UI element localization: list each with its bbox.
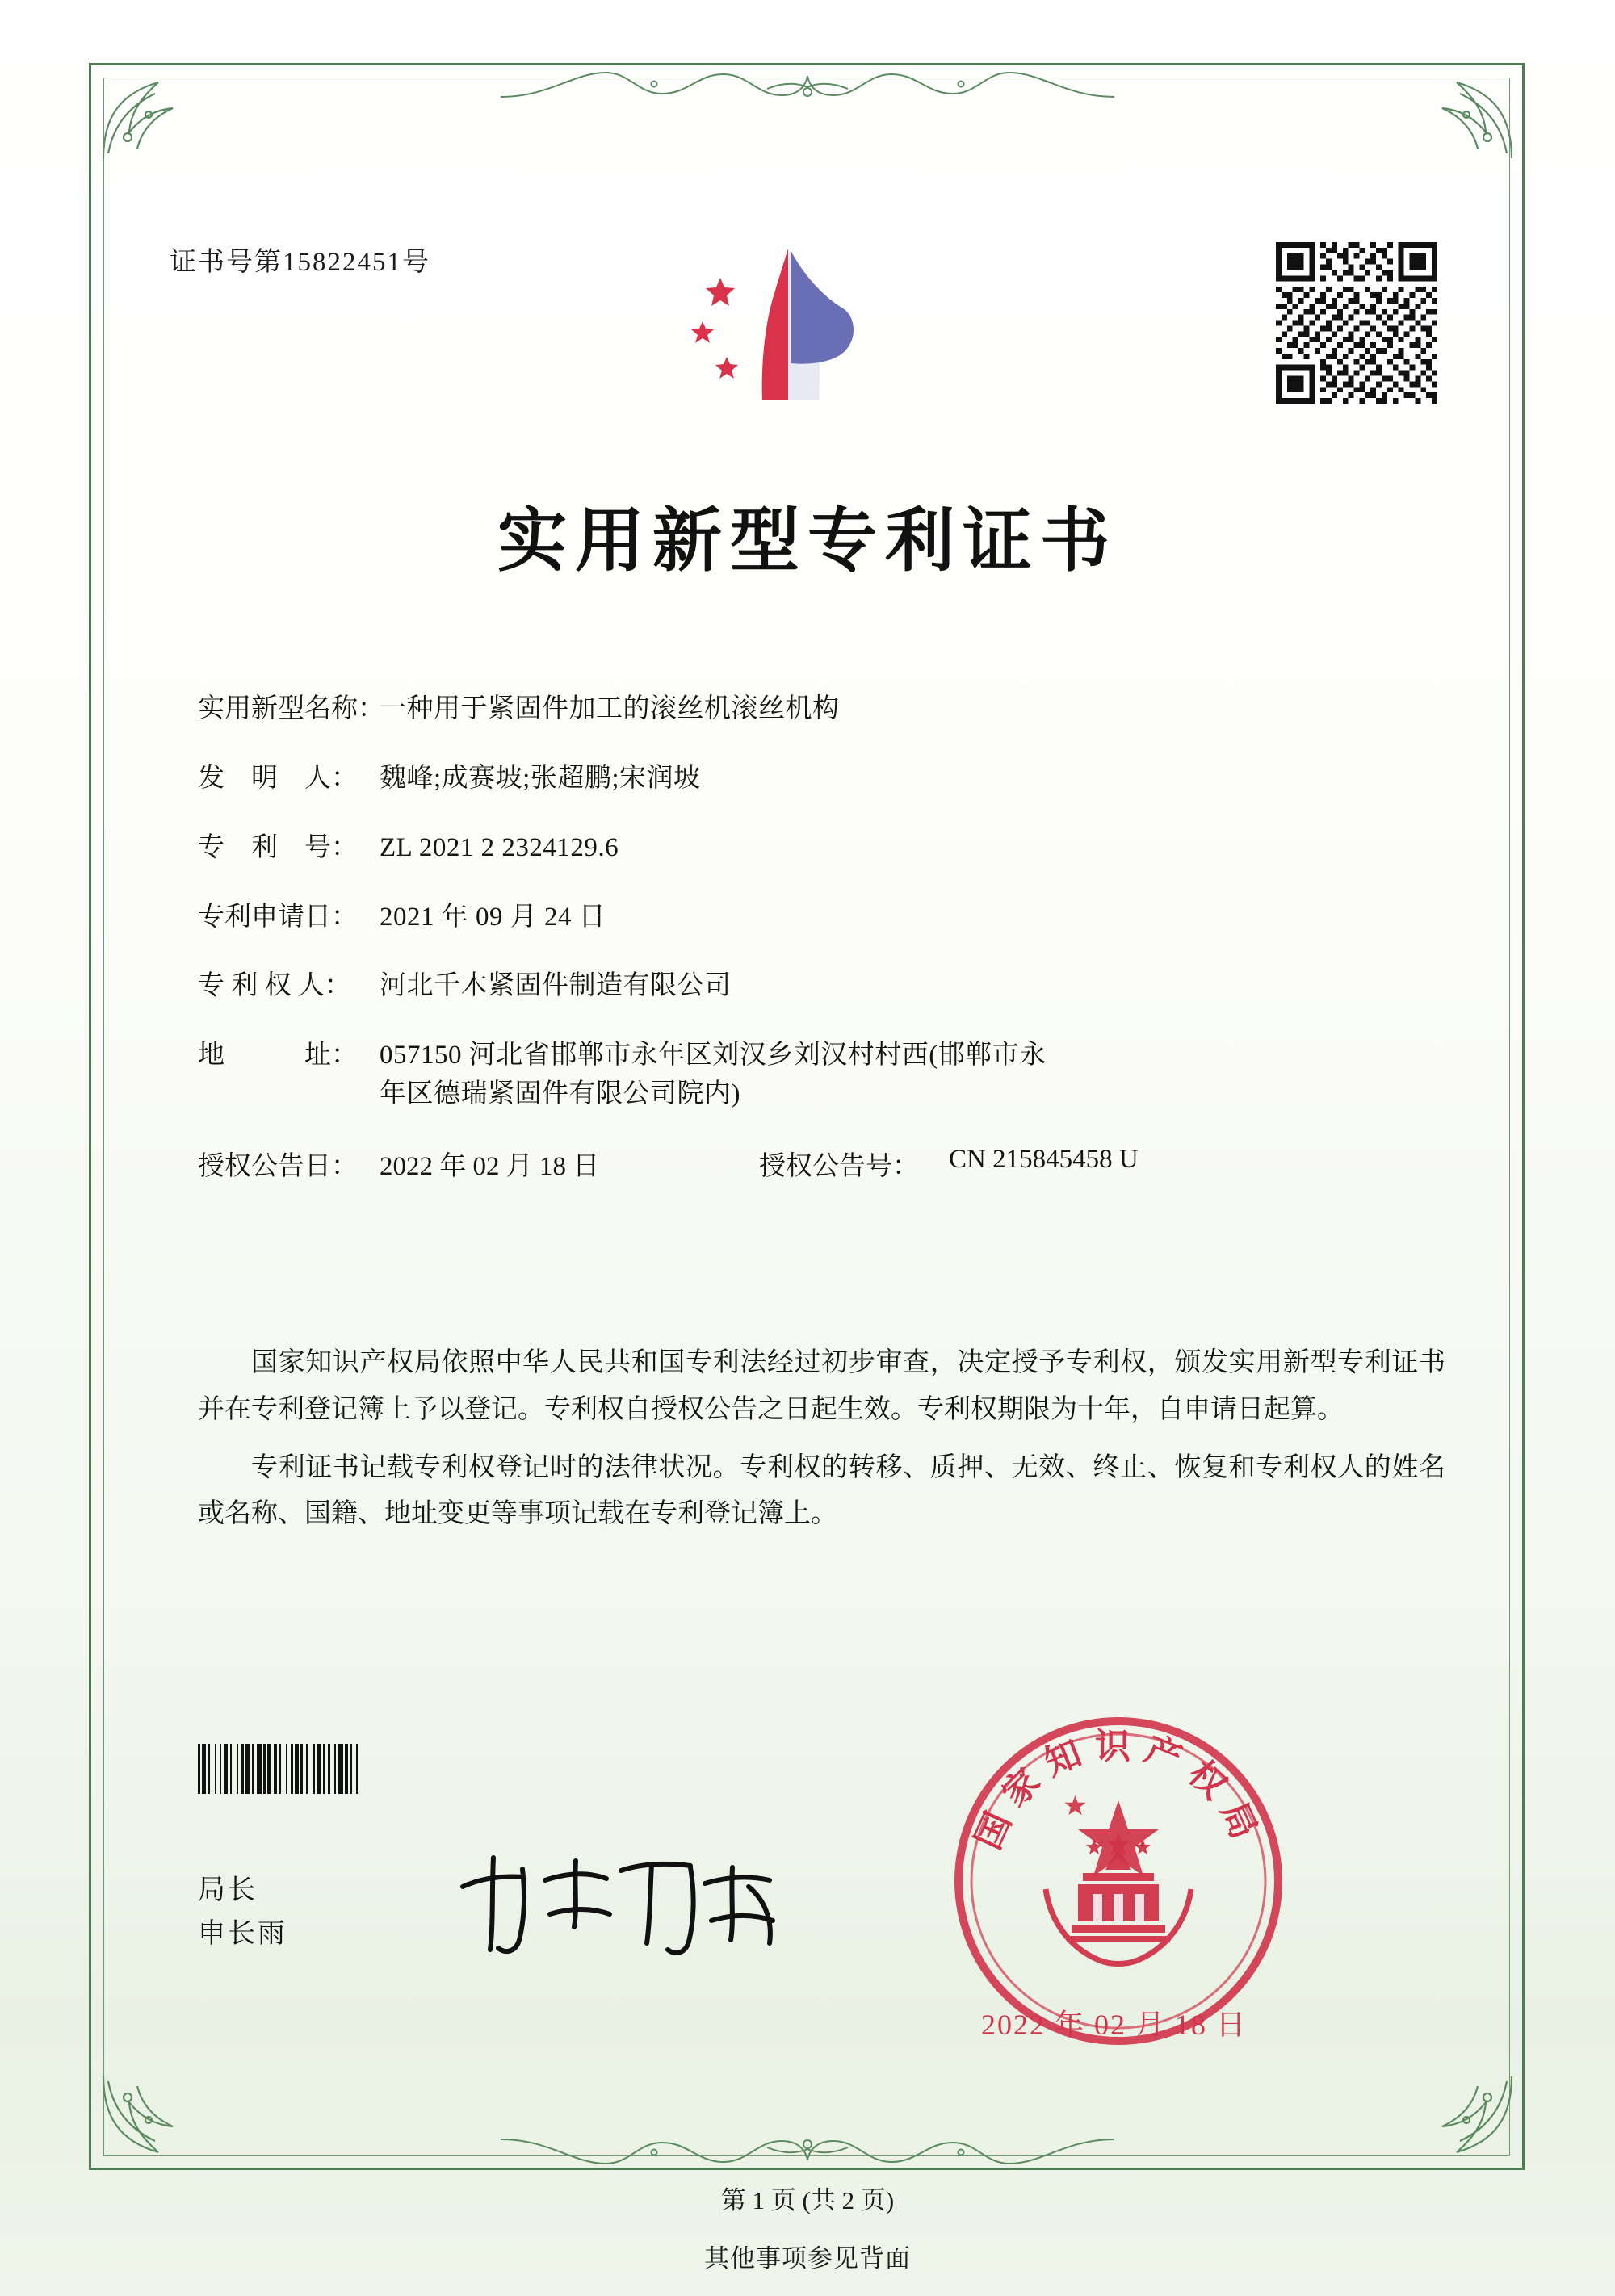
seal-date: 2022 年 02 月 18 日: [981, 2009, 1248, 2041]
corner-ornament-bottom-left: [95, 2068, 192, 2165]
field-value-wrapper: [380, 1037, 1449, 1114]
official-seal: [949, 1712, 1288, 2051]
field-label: 专 利 权 人：: [198, 971, 351, 1001]
signature-labels: [198, 1869, 287, 1957]
field-value: 057150 河北省邯郸市永年区刘汉乡刘汉村村西(邯郸市永: [380, 1041, 1047, 1070]
field-label: 专利申请日：: [198, 902, 358, 932]
corner-ornament-top-left: [95, 69, 192, 166]
cnipa-logo-icon: [685, 242, 895, 428]
field-label: 实用新型名称：: [198, 694, 384, 723]
field-value: 一种用于紧固件加工的滚丝机滚丝机构: [380, 694, 840, 723]
field-utility-model-name: [198, 690, 1449, 729]
field-value: 魏峰;成赛坡;张超鹏;宋润坡: [380, 763, 701, 793]
field-label: 专 利 号：: [198, 832, 358, 862]
legal-paragraph-2: 专利证书记载专利权登记时的法律状况。专利权的转移、质押、无效、终止、恢复和专利权人的姓名或名称、国籍、地址变更等事项记载在专利登记簿上。: [198, 1452, 1445, 1529]
grant-date-label: 授权公告日：: [198, 1151, 358, 1181]
field-label: 地 址：: [198, 1041, 358, 1070]
certificate-fields: [198, 690, 1449, 1210]
back-side-note: 其他事项参见背面: [704, 2244, 911, 2273]
director-name-label: 申长雨: [198, 1919, 287, 1950]
qr-code: [1276, 242, 1437, 404]
certificate-number: 证书号第15822451号: [170, 248, 430, 277]
field-address: [198, 1037, 1449, 1114]
bottom-flourish-ornament: [501, 2122, 1114, 2172]
page-indicator: 第 1 页 (共 2 页): [720, 2186, 895, 2214]
field-application-date: [198, 899, 1449, 937]
director-role-label: 局长: [198, 1875, 258, 1905]
legal-text: [198, 1340, 1445, 1549]
field-label: 发 明 人：: [198, 763, 358, 793]
corner-ornament-top-right: [1423, 69, 1520, 166]
legal-paragraph-1: 国家知识产权局依照中华人民共和国专利法经过初步审查，决定授予专利权，颁发实用新型专利证书并在专利登记簿上予以登记。专利权自授权公告之日起生效。专利权期限为十年，自申请日起算。: [198, 1348, 1445, 1424]
field-grant-announcement: [198, 1145, 1449, 1183]
field-inventors: [198, 760, 1449, 798]
page-title: 实用新型专利证书: [497, 500, 1118, 581]
field-value-continued: 年区德瑞紧固件有限公司院内): [380, 1079, 740, 1109]
field-value: ZL 2021 2 2324129.6: [380, 832, 619, 862]
handwritten-signature: [448, 1837, 795, 1966]
barcode: [198, 1744, 602, 1794]
field-value: 河北千木紧固件制造有限公司: [380, 971, 732, 1001]
grant-date-value: 2022 年 02 月 18 日: [380, 1151, 600, 1181]
grant-number-label: 授权公告号：: [759, 1151, 919, 1181]
grant-number-value: CN 215845458 U: [949, 1144, 1139, 1174]
svg-text:国家知识产权局: 国家知识产权局: [967, 1726, 1269, 1856]
top-flourish-ornament: [501, 65, 1114, 115]
field-patent-number: [198, 829, 1449, 868]
corner-ornament-bottom-right: [1423, 2068, 1520, 2165]
field-patentee: [198, 967, 1449, 1006]
field-value: 2021 年 09 月 24 日: [380, 902, 606, 932]
